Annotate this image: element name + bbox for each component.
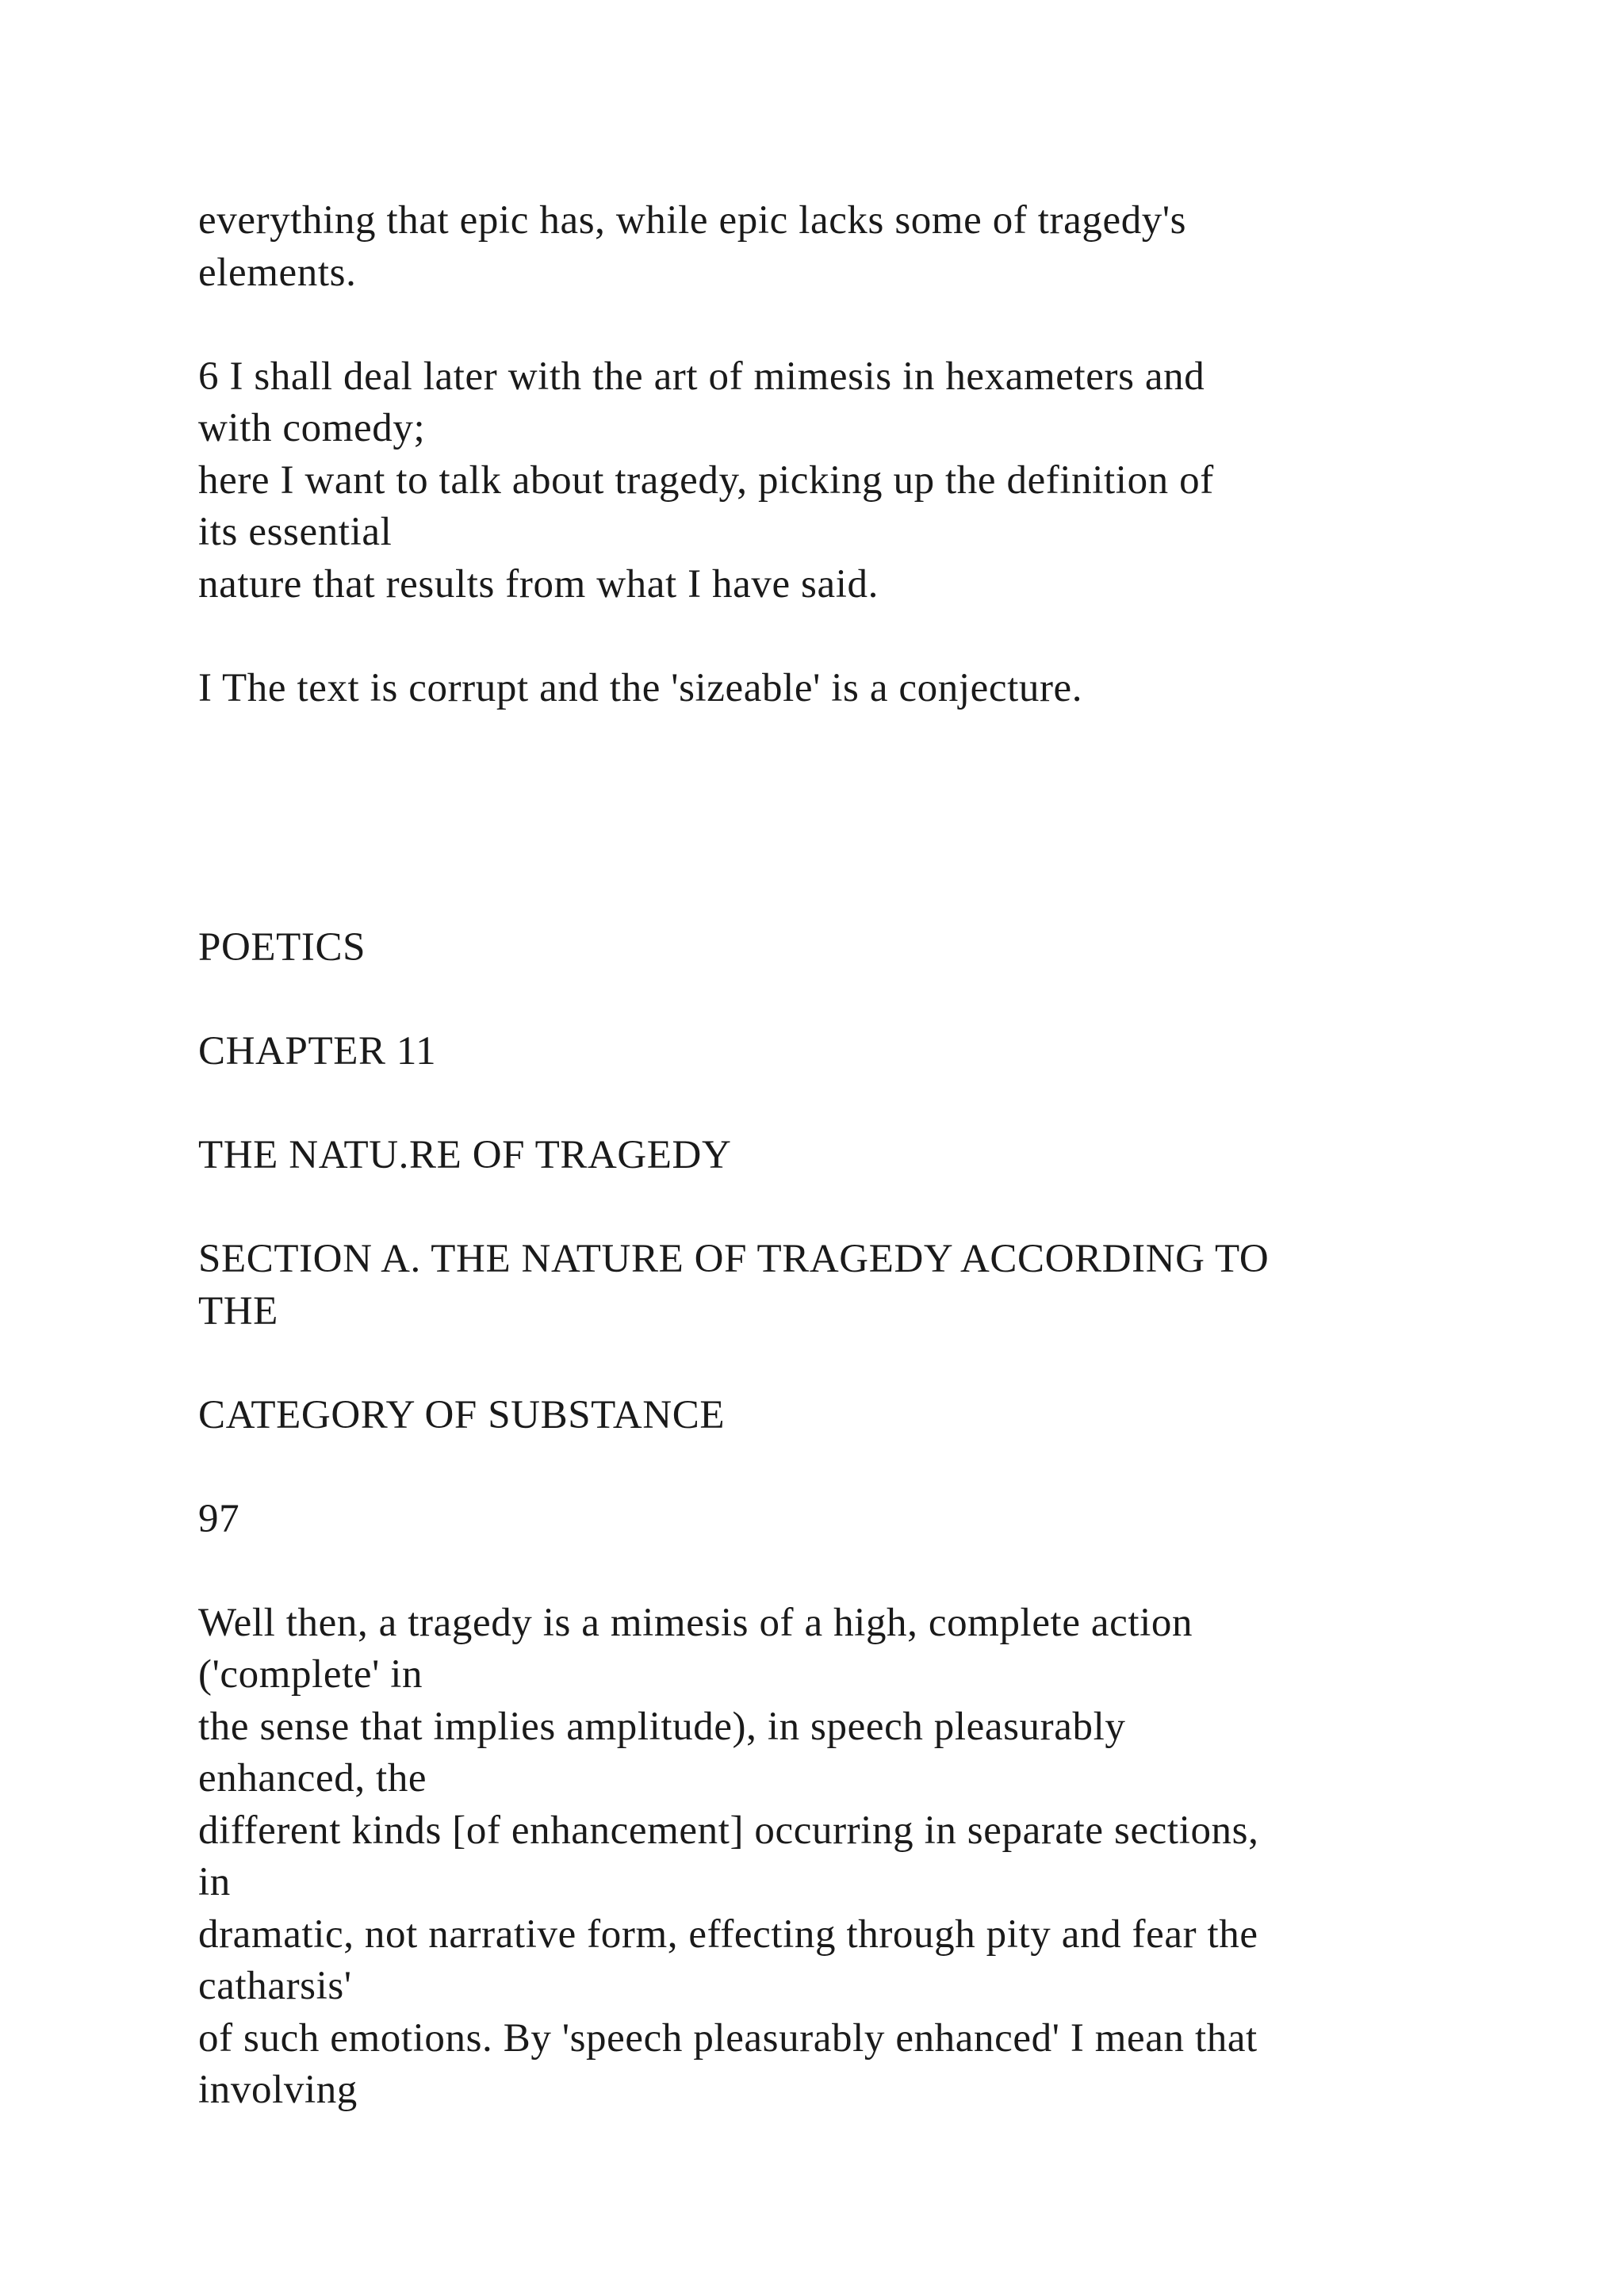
- chapter-heading: [198, 1026, 1530, 1078]
- blank-line: [198, 871, 1530, 923]
- text-line: I The text is corrupt and the 'sizeable' is a conjecture.: [198, 665, 1083, 710]
- footnote: [198, 663, 1530, 715]
- section-heading: [198, 1234, 1530, 1337]
- intro-paragraph: [198, 195, 1530, 299]
- text-line: of such emotions. By 'speech pleasurably enhanced' I mean that: [198, 2015, 1258, 2061]
- section-subheading: [198, 1390, 1530, 1442]
- blank-line: [198, 1182, 1530, 1234]
- text-line: with comedy;: [198, 406, 426, 450]
- chapter-title: [198, 1130, 1530, 1182]
- blank-line: [198, 1545, 1530, 1598]
- text-line: nature that results from what I have said.: [198, 561, 879, 607]
- text-line: Well then, a tragedy is a mimesis of a high, complete action: [198, 1600, 1193, 1645]
- page-number: [198, 1494, 1530, 1546]
- text-line: the sense that implies amplitude), in speech pleasurably: [198, 1704, 1126, 1749]
- text-line: 6 I shall deal later with the art of mimesis in hexameters and: [198, 354, 1205, 399]
- text-line: catharsis': [198, 1964, 352, 2008]
- blank-line: [198, 818, 1530, 871]
- text-line: CHAPTER 11: [198, 1029, 437, 1073]
- text-line: POETICS: [198, 925, 366, 970]
- text-line: enhanced, the: [198, 1756, 427, 1800]
- text-line: ('complete' in: [198, 1652, 423, 1697]
- blank-line: [198, 1078, 1530, 1131]
- text-line: everything that epic has, while epic lacks some of tragedy's: [198, 198, 1187, 243]
- book-title: [198, 922, 1530, 974]
- text-line: elements.: [198, 250, 357, 295]
- blank-line: [198, 610, 1530, 663]
- blank-line: [198, 1441, 1530, 1494]
- gap: [198, 767, 1530, 871]
- text-line: here I want to talk about tragedy, picking up the definition of: [198, 457, 1214, 503]
- text-line: CATEGORY OF SUBSTANCE: [198, 1392, 726, 1437]
- blank-line: [198, 299, 1530, 351]
- text-line: its essential: [198, 510, 393, 554]
- text-line: THE: [198, 1288, 278, 1334]
- text-line: SECTION A. THE NATURE OF TRAGEDY ACCORDING TO: [198, 1237, 1270, 1281]
- text-line: involving: [198, 2068, 358, 2112]
- text-line: dramatic, not narrative form, effecting through pity and fear the: [198, 1911, 1258, 1957]
- paragraph-6: [198, 351, 1530, 611]
- document-page: [198, 195, 1530, 2117]
- text-line: THE NATU.RE OF TRAGEDY: [198, 1133, 732, 1177]
- text-line: different kinds [of enhancement] occurring in separate sections,: [198, 1808, 1259, 1853]
- definition-paragraph: [198, 1598, 1530, 2117]
- blank-line: [198, 1337, 1530, 1390]
- text-line: 97: [198, 1496, 240, 1541]
- text-line: in: [198, 1860, 231, 1904]
- blank-line: [198, 974, 1530, 1027]
- blank-line: [198, 767, 1530, 819]
- blank-line: [198, 714, 1530, 767]
